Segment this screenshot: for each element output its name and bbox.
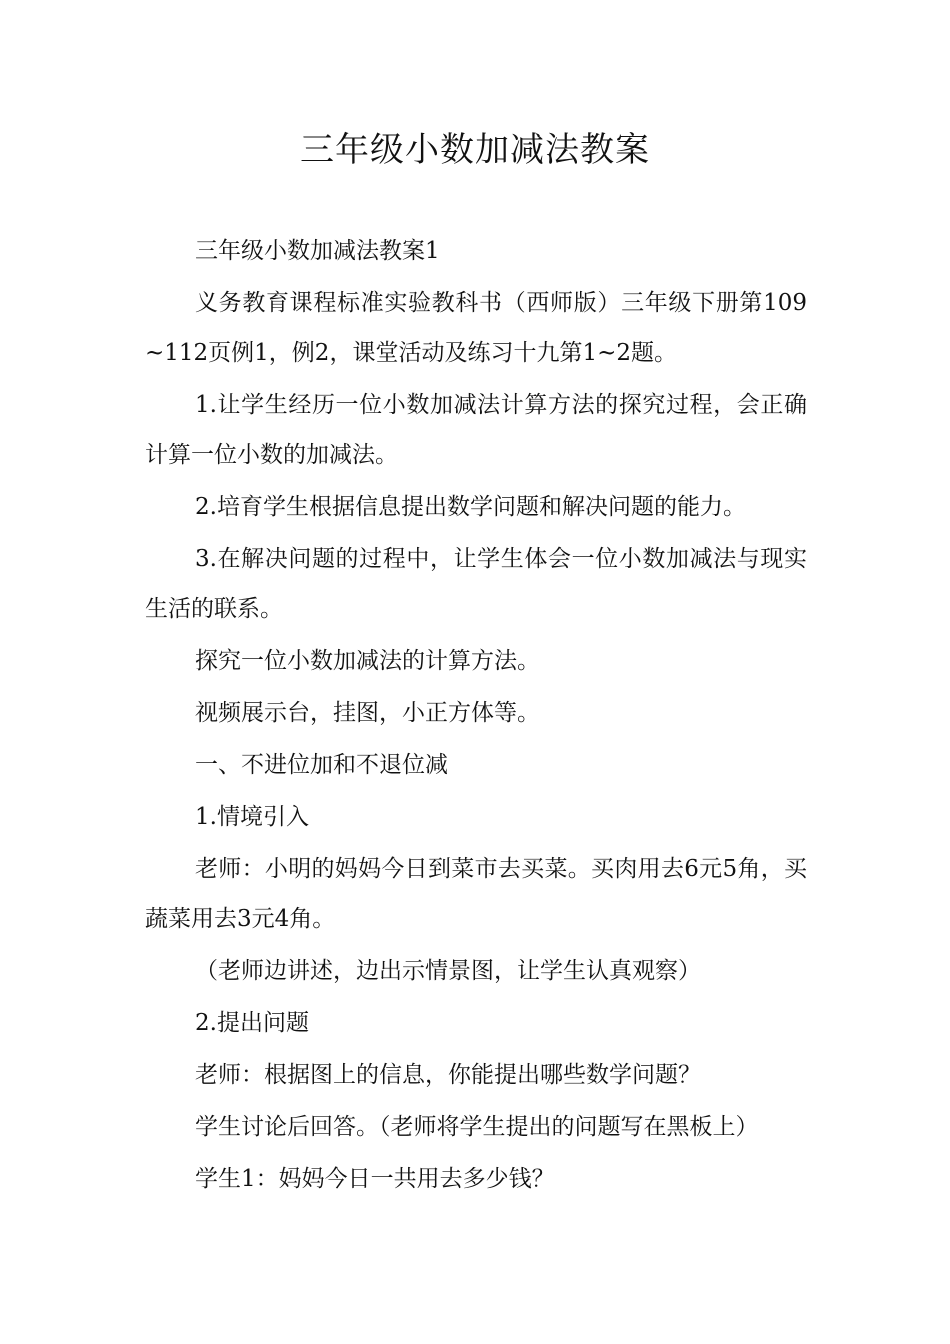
paragraph: 老师：小明的妈妈今日到菜市去买菜。买肉用去6元5角，买蔬菜用去3元4角。 (145, 856, 807, 932)
subheading: 三年级小数加减法教案1 (195, 238, 440, 264)
document-title: 三年级小数加减法教案 (300, 130, 650, 170)
paragraph: 视频展示台，挂图，小正方体等。 (195, 700, 540, 726)
paragraph: 探究一位小数加减法的计算方法。 (195, 648, 540, 674)
paragraph: 学生1：妈妈今日一共用去多少钱？ (195, 1166, 555, 1192)
step-heading: 2.提出问题 (195, 1010, 309, 1036)
paragraph: 义务教育课程标准实验教科书（西师版）三年级下册第109~112页例1，例2，课堂活动及练习十九第1~2题。 (145, 290, 807, 366)
paragraph: 1.让学生经历一位小数加减法计算方法的探究过程，会正确计算一位小数的加减法。 (145, 392, 807, 468)
paragraph: 老师：根据图上的信息，你能提出哪些数学问题？ (195, 1062, 701, 1088)
paragraph: 学生讨论后回答。（老师将学生提出的问题写在黑板上） (195, 1114, 759, 1140)
paragraph: （老师边讲述，边出示情景图，让学生认真观察） (195, 958, 701, 984)
paragraph: 3.在解决问题的过程中，让学生体会一位小数加减法与现实生活的联系。 (145, 546, 807, 622)
paragraph: 2.培育学生根据信息提出数学问题和解决问题的能力。 (195, 494, 746, 520)
document-body (145, 226, 807, 1206)
step-heading: 1.情境引入 (195, 804, 309, 830)
section-heading: 一、不进位加和不退位减 (195, 752, 448, 778)
